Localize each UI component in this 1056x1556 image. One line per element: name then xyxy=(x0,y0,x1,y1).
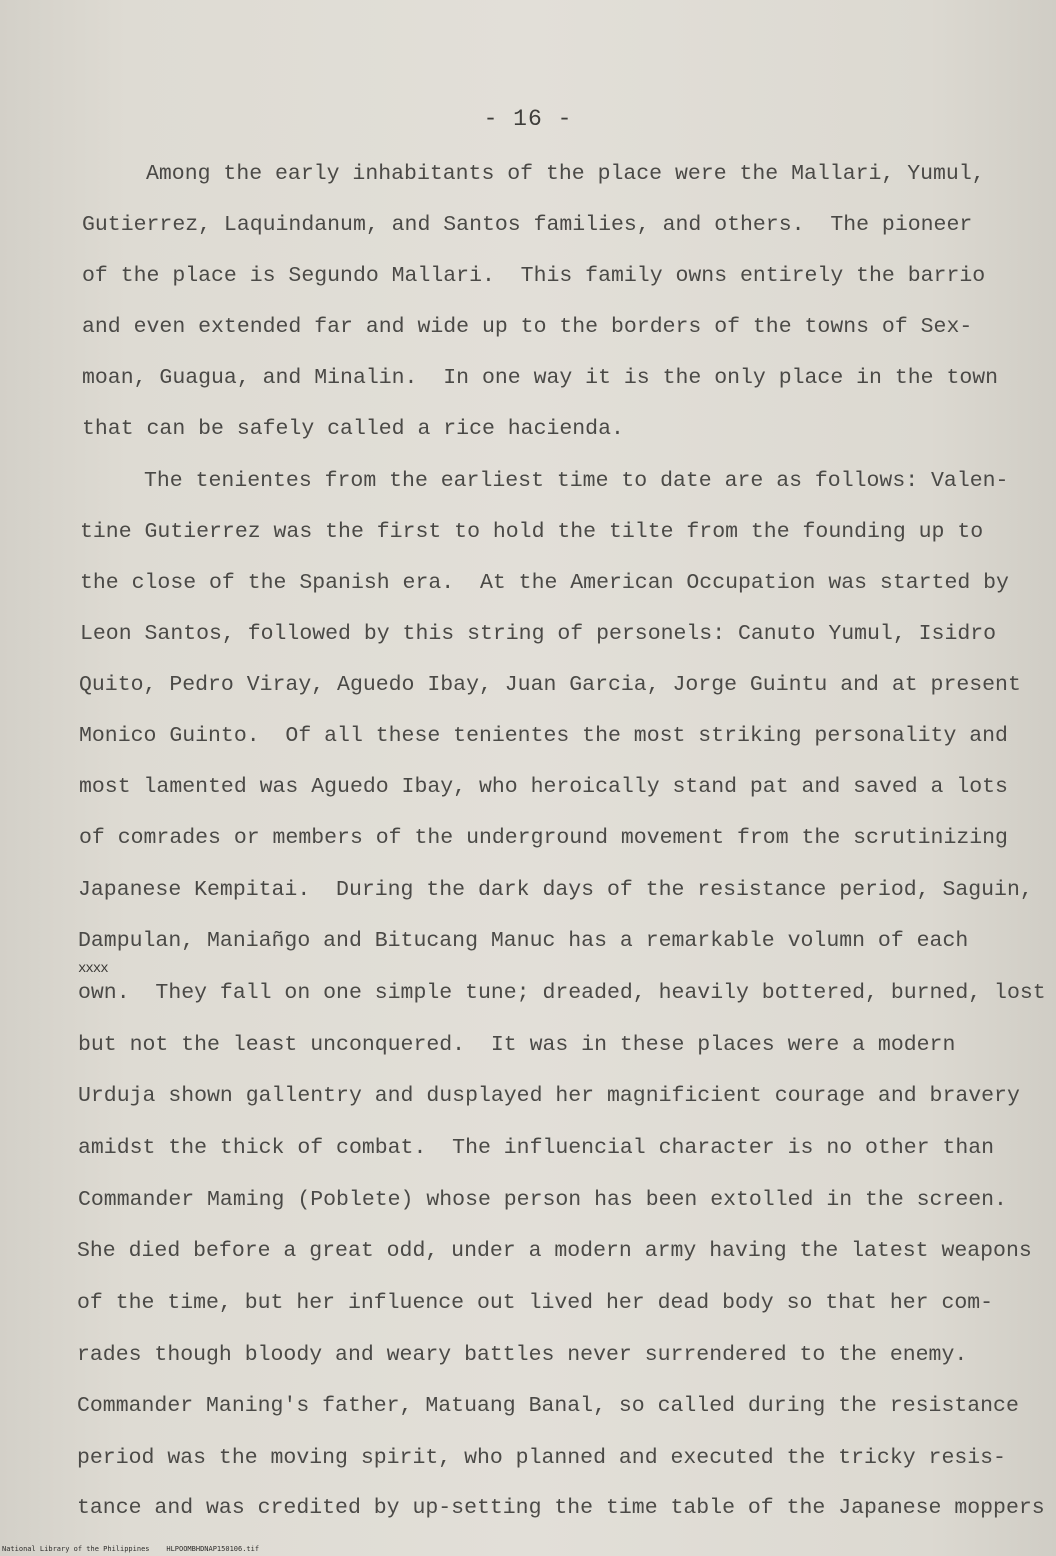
text-line-12: Monico Guinto. Of all these tenientes the most striking personality and xyxy=(79,724,1008,748)
text-line-23: of the time, but her influence out lived her dead body so that her com- xyxy=(77,1291,994,1315)
text-line-20: amidst the thick of combat. The influencial character is no other than xyxy=(78,1136,995,1160)
text-line-18: but not the least unconquered. It was in these places were a modern xyxy=(78,1033,956,1057)
text-line-3: of the place is Segundo Mallari. This family owns entirely the barrio xyxy=(82,264,986,288)
text-line-6: that can be safely called a rice hacienda. xyxy=(82,417,624,441)
text-line-25: Commander Maning's father, Matuang Banal, so called during the resistance xyxy=(77,1394,1019,1418)
text-line-8: tine Gutierrez was the first to hold the tilte from the founding up to xyxy=(80,520,984,544)
text-line-10: Leon Santos, followed by this string of personels: Canuto Yumul, Isidro xyxy=(80,622,997,646)
page-number: - 16 - xyxy=(483,106,573,132)
text-line-22: She died before a great odd, under a modern army having the latest weapons xyxy=(77,1239,1032,1263)
text-line-11: Quito, Pedro Viray, Aguedo Ibay, Juan Garcia, Jorge Guintu and at present xyxy=(79,673,1021,697)
text-line-7: The tenientes from the earliest time to date are as follows: Valen- xyxy=(144,469,1009,493)
text-line-27: tance and was credited by up-setting the time table of the Japanese moppers xyxy=(77,1496,1045,1520)
text-line-5: moan, Guagua, and Minalin. In one way it is the only place in the town xyxy=(82,366,999,390)
text-line-24: rades though bloody and weary battles never surrendered to the enemy. xyxy=(77,1343,968,1367)
struck-out-text: xxxx xyxy=(78,961,108,977)
text-line-14: of comrades or members of the underground movement from the scrutinizing xyxy=(79,826,1008,850)
text-line-26: period was the moving spirit, who planned and executed the tricky resis- xyxy=(77,1446,1006,1470)
text-line-15: Japanese Kempitai. During the dark days of the resistance period, Saguin, xyxy=(78,878,1033,902)
text-line-16: Dampulan, Maniañgo and Bitucang Manuc has a remarkable volumn of each xyxy=(78,929,969,953)
text-line-17: own. They fall on one simple tune; dreaded, heavily bottered, burned, lost xyxy=(78,981,1046,1005)
text-line-19: Urduja shown gallentry and dusplayed her magnificient courage and bravery xyxy=(78,1084,1020,1108)
text-line-21: Commander Maming (Poblete) whose person has been extolled in the screen. xyxy=(78,1188,1007,1212)
text-line-9: the close of the Spanish era. At the American Occupation was started by xyxy=(80,571,1009,595)
text-line-4: and even extended far and wide up to the borders of the towns of Sex- xyxy=(82,315,973,339)
text-line-2: Gutierrez, Laquindanum, and Santos families, and others. The pioneer xyxy=(82,213,973,237)
scan-footer: National Library of the Philippines HLPOOMBHDNAP150106.tif xyxy=(2,1545,260,1553)
text-line-1: Among the early inhabitants of the place were the Mallari, Yumul, xyxy=(146,162,985,186)
text-line-13: most lamented was Aguedo Ibay, who heroically stand pat and saved a lots xyxy=(79,775,1008,799)
